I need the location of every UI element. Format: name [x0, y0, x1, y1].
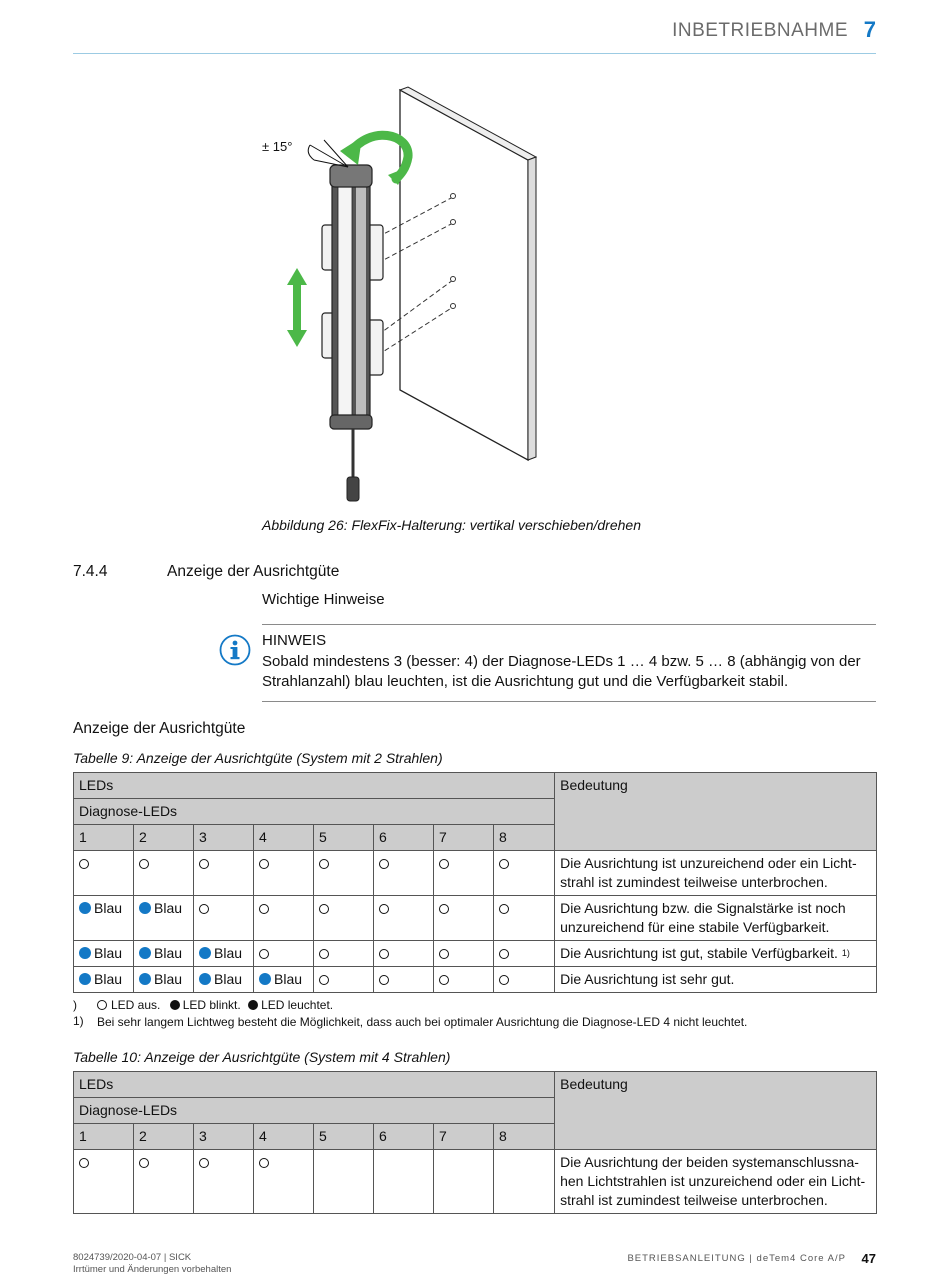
led-off-icon — [79, 859, 89, 869]
meaning-header: Bedeutung — [555, 1072, 877, 1150]
led-blue-icon — [79, 973, 91, 985]
note-title: HINWEIS — [262, 632, 327, 649]
figure-caption: Abbildung 26: FlexFix-Halterung: vertikal verschieben/drehen — [262, 517, 641, 533]
led-off-icon — [319, 975, 329, 985]
header-divider — [73, 53, 876, 54]
led-blue-icon — [139, 947, 151, 959]
led-column-header: 8 — [494, 825, 555, 851]
led-cell — [314, 941, 374, 967]
led-off-icon — [259, 1158, 269, 1168]
led-off-icon — [379, 904, 389, 914]
led-blue-icon — [199, 973, 211, 985]
led-column-header: 3 — [194, 1124, 254, 1150]
led-label: Blau — [154, 971, 183, 987]
meaning-text: Die Ausrichtung bzw. die Signalstärke ist noch unzureichend für eine stabile Verfügbarkeit. — [560, 900, 846, 935]
led-column-header: 7 — [434, 1124, 494, 1150]
header-row — [74, 773, 877, 799]
led-off-icon — [439, 859, 449, 869]
led-cell — [254, 851, 314, 896]
led-off-icon — [499, 949, 509, 959]
led-on-icon — [248, 1000, 258, 1010]
table-row — [74, 941, 877, 967]
led-blue-icon — [199, 947, 211, 959]
led-blue-icon — [139, 902, 151, 914]
led-label: Blau — [154, 900, 183, 916]
led-blue-icon — [79, 902, 91, 914]
led-off-icon — [319, 859, 329, 869]
table-row — [74, 851, 877, 896]
led-label: Blau — [94, 945, 123, 961]
led-blue-icon — [79, 947, 91, 959]
led-column-header: 3 — [194, 825, 254, 851]
led-cell — [134, 941, 194, 967]
footer-doc-title: BETRIEBSANLEITUNG | deTem4 Core A/P — [627, 1253, 846, 1264]
led-off-icon — [79, 1158, 89, 1168]
note-top-rule — [262, 624, 876, 625]
led-cell — [134, 851, 194, 896]
angle-label: ± 15° — [262, 139, 293, 154]
led-off-icon — [319, 904, 329, 914]
led-cell — [434, 941, 494, 967]
flexfix-illustration — [250, 85, 550, 515]
meaning-cell — [555, 967, 877, 993]
diag-leds-header: Diagnose-LEDs — [74, 1098, 555, 1124]
led-cell — [134, 896, 194, 941]
led-legend — [97, 998, 333, 1012]
led-label: Blau — [274, 971, 303, 987]
meaning-header: Bedeutung — [555, 773, 877, 851]
led-cell — [74, 851, 134, 896]
page-number: 47 — [861, 1251, 876, 1266]
led-cell — [194, 941, 254, 967]
led-label: Blau — [154, 945, 183, 961]
meaning-cell — [555, 1150, 877, 1214]
led-cell — [374, 1150, 434, 1214]
meaning-text: Die Ausrichtung ist gut, stabile Verfügbarkeit. — [560, 945, 838, 961]
led-off-icon — [379, 949, 389, 959]
led-cell — [194, 896, 254, 941]
led-column-header: 6 — [374, 825, 434, 851]
note-text: Sobald mindestens 3 (besser: 4) der Diagnose-LEDs 1 … 4 bzw. 5 … 8 (abhängig von der Strahlanzahl) blau leuchten, ist die Ausrichtung gut und die Verfügbarkeit stabil. — [262, 653, 861, 690]
led-cell — [374, 896, 434, 941]
meaning-cell — [555, 851, 877, 896]
info-icon — [219, 634, 251, 666]
led-column-header: 5 — [314, 1124, 374, 1150]
footnote-1-text: Bei sehr langem Lichtweg besteht die Möglichkeit, dass auch bei optimaler Ausrichtung die Diagnose-LED 4 nicht leuchtet. — [97, 1015, 748, 1029]
footnote-ref: 1) — [841, 948, 850, 958]
meaning-text: Die Ausrichtung ist sehr gut. — [560, 971, 735, 987]
table9-caption: Tabelle 9: Anzeige der Ausrichtgüte (System mit 2 Strahlen) — [73, 750, 443, 766]
led-label: Blau — [214, 971, 243, 987]
led-cell — [494, 1150, 555, 1214]
led-off-icon — [439, 904, 449, 914]
led-off-icon — [139, 1158, 149, 1168]
led-off-icon — [439, 949, 449, 959]
led-cell — [254, 941, 314, 967]
meaning-text: Die Ausrichtung der beiden systemanschlussna-hen Lichtstrahlen ist unzureichend oder ein Licht-strahl ist zumindest teilweise unterbrochen. — [560, 1154, 866, 1208]
note-bottom-rule — [262, 701, 876, 702]
legend-off: LED aus. — [111, 998, 161, 1012]
legend-blink: LED blinkt. — [182, 998, 241, 1012]
led-column-header: 2 — [134, 1124, 194, 1150]
led-off-icon — [259, 949, 269, 959]
chapter-number: 7 — [863, 17, 876, 42]
led-off-icon — [199, 859, 209, 869]
led-off-icon — [139, 859, 149, 869]
meaning-cell — [555, 941, 877, 967]
led-column-header: 4 — [254, 1124, 314, 1150]
header-row — [74, 1072, 877, 1098]
leds-header: LEDs — [74, 773, 555, 799]
led-cell — [494, 851, 555, 896]
footer-disclaimer: Irrtümer und Änderungen vorbehalten — [73, 1264, 232, 1275]
table-row — [74, 896, 877, 941]
led-cell — [434, 896, 494, 941]
led-cell — [134, 967, 194, 993]
led-off-icon — [259, 859, 269, 869]
led-cell — [374, 851, 434, 896]
table10-caption: Tabelle 10: Anzeige der Ausrichtgüte (System mit 4 Strahlen) — [73, 1049, 451, 1065]
led-cell — [194, 851, 254, 896]
led-cell — [494, 896, 555, 941]
led-cell — [134, 1150, 194, 1214]
led-column-header: 6 — [374, 1124, 434, 1150]
led-blue-icon — [259, 973, 271, 985]
led-cell — [314, 967, 374, 993]
led-off-icon — [439, 975, 449, 985]
alignment-heading: Anzeige der Ausrichtgüte — [73, 720, 246, 737]
led-cell — [374, 967, 434, 993]
led-off-icon — [499, 859, 509, 869]
led-cell — [494, 941, 555, 967]
leds-header: LEDs — [74, 1072, 555, 1098]
led-cell — [314, 896, 374, 941]
led-cell — [194, 1150, 254, 1214]
table-row — [74, 967, 877, 993]
led-column-header: 8 — [494, 1124, 555, 1150]
led-cell — [254, 1150, 314, 1214]
led-blink-icon — [170, 1000, 180, 1010]
led-column-header: 4 — [254, 825, 314, 851]
led-off-icon — [199, 1158, 209, 1168]
chapter-title: INBETRIEBNAHME — [672, 20, 848, 41]
led-off-icon — [499, 975, 509, 985]
table9 — [73, 772, 877, 993]
led-label: Blau — [94, 971, 123, 987]
footer-doc-info — [73, 1252, 231, 1276]
led-column-header: 5 — [314, 825, 374, 851]
led-off-icon — [379, 859, 389, 869]
legend-mark: ) — [73, 998, 77, 1012]
diag-leds-header: Diagnose-LEDs — [74, 799, 555, 825]
led-off-icon — [259, 904, 269, 914]
led-cell — [254, 896, 314, 941]
led-cell — [494, 967, 555, 993]
led-cell — [314, 851, 374, 896]
section-number: 7.4.4 — [73, 563, 108, 580]
meaning-cell — [555, 896, 877, 941]
footnote-1-mark: 1) — [73, 1014, 84, 1028]
led-column-header: 1 — [74, 1124, 134, 1150]
led-cell — [74, 967, 134, 993]
led-cell — [74, 941, 134, 967]
section-title: Anzeige der Ausrichtgüte — [167, 563, 340, 580]
led-blue-icon — [139, 973, 151, 985]
subheading: Wichtige Hinweise — [262, 591, 385, 608]
led-label: Blau — [94, 900, 123, 916]
led-off-icon — [199, 904, 209, 914]
led-off-icon — [379, 975, 389, 985]
led-off-icon — [319, 949, 329, 959]
meaning-text: Die Ausrichtung ist unzureichend oder ein Licht-strahl ist zumindest teilweise unterbrochen. — [560, 855, 857, 890]
led-cell — [254, 967, 314, 993]
led-column-header: 1 — [74, 825, 134, 851]
led-cell — [74, 896, 134, 941]
led-cell — [194, 967, 254, 993]
led-cell — [74, 1150, 134, 1214]
led-off-icon — [97, 1000, 107, 1010]
led-off-icon — [499, 904, 509, 914]
led-cell — [374, 941, 434, 967]
led-cell — [434, 851, 494, 896]
led-column-header: 2 — [134, 825, 194, 851]
led-cell — [434, 967, 494, 993]
led-column-header: 7 — [434, 825, 494, 851]
table10 — [73, 1071, 877, 1214]
led-cell — [434, 1150, 494, 1214]
legend-on: LED leuchtet. — [261, 998, 334, 1012]
table-row — [74, 1150, 877, 1214]
led-cell — [314, 1150, 374, 1214]
led-label: Blau — [214, 945, 243, 961]
footer-doc-id: 8024739/2020-04-07 | SICK — [73, 1252, 192, 1263]
